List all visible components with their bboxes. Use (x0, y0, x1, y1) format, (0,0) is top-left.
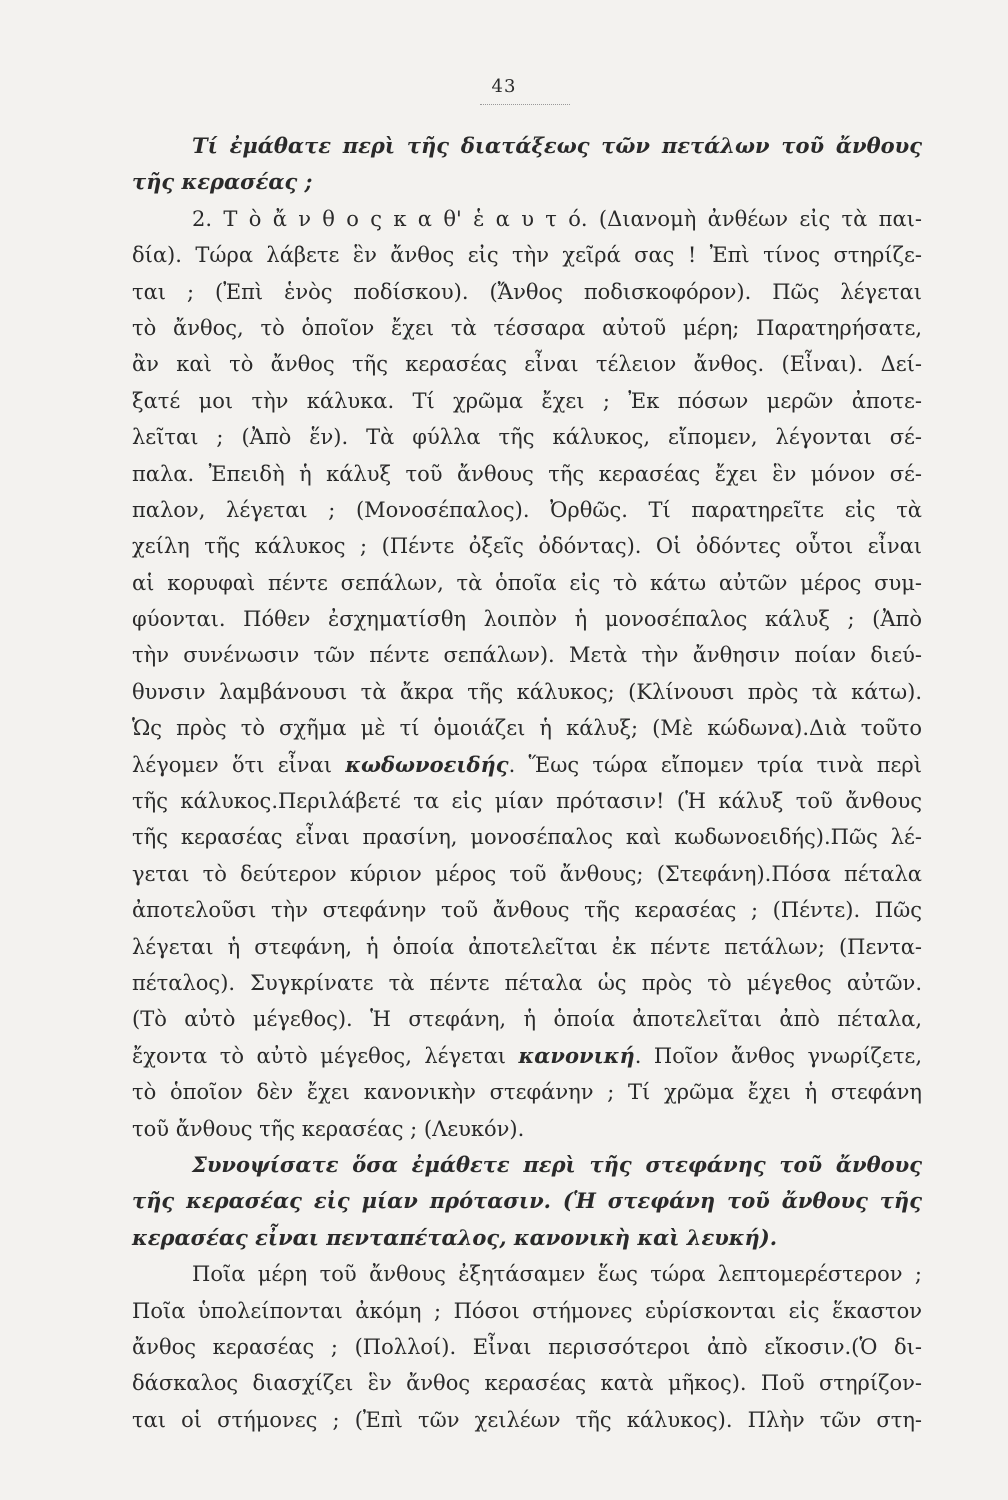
text-segment: ται οἱ στήμονες ; (Ἐπὶ τῶν χειλέων τῆς κάλυκος). Πλὴν τῶν στη- (132, 1407, 922, 1432)
text-segment: πέταλος). Συγκρίνατε τὰ πέντε πέταλα ὡς πρὸς τὸ μέγεθος αὐτῶν. (132, 970, 922, 995)
text-line (132, 1365, 922, 1401)
text-line (132, 892, 922, 928)
page-number: 43 (491, 76, 517, 97)
question-text: τῆς κερασέας ; (132, 169, 313, 195)
text-line (132, 1147, 922, 1183)
text-line (132, 1329, 922, 1365)
text-segment: παλα. Ἐπειδὴ ἡ κάλυξ τοῦ ἄνθους τῆς κερασέας ἔχει ἓν μόνον σέ- (132, 461, 922, 486)
text-line (132, 1074, 922, 1110)
text-line (132, 819, 922, 855)
text-segment: τὴν συνένωσιν τῶν πέντε σεπάλων). Μετὰ τὴν ἄνθησιν ποίαν διεύ- (132, 643, 922, 668)
text-segment: λέγεται ἡ στεφάνη, ἡ ὁποία ἀποτελεῖται ἐκ πέντε πετάλων; (Πεντα- (132, 934, 922, 959)
text-line (132, 747, 922, 783)
text-segment: δία). Τώρα λάβετε ἓν ἄνθος εἰς τὴν χεῖρά σας ! Ἐπὶ τίνος στηρίζε- (132, 243, 922, 268)
text-segment: ἂν καὶ τὸ ἄνθος τῆς κερασέας εἶναι τέλειον ἄνθος. (Εἶναι). Δεί- (132, 352, 922, 377)
text-line (132, 1183, 922, 1219)
text-line (132, 1111, 922, 1147)
text-line (132, 856, 922, 892)
text-line (132, 783, 922, 819)
text-segment: . Ἕως τώρα εἴπομεν τρία τινὰ περὶ (508, 752, 922, 777)
text-segment: φύονται. Πόθεν ἐσχηματίσθη λοιπὸν ἡ μονοσέπαλος κάλυξ ; (Ἀπὸ (132, 607, 922, 632)
emphasis-term: κανονική (518, 1042, 635, 1068)
text-line (132, 965, 922, 1001)
text-line (132, 710, 922, 746)
text-segment: τῆς κερασέας εἶναι πρασίνη, μονοσέπαλος καὶ κωδωνοειδής).Πῶς λέ- (132, 825, 922, 850)
text-segment: (Τὸ αὐτὸ μέγεθος). Ἡ στεφάνη, ἡ ὁποία ἀποτελεῖται ἀπὸ πέταλα, (132, 1007, 922, 1032)
text-segment: ξατέ μοι τὴν κάλυκα. Τί χρῶμα ἔχει ; Ἐκ πόσων μερῶν ἀποτε- (132, 388, 922, 413)
text-segment: τὸ ἄνθος, τὸ ὁποῖον ἔχει τὰ τέσσαρα αὐτοῦ μέρη; Παρατηρήσατε, (132, 315, 922, 340)
text-segment: τῆς κάλυκος.Περιλάβετέ τα εἰς μίαν πρότασιν! (Ἡ κάλυξ τοῦ ἄνθους (132, 789, 922, 814)
text-segment: δάσκαλος διασχίζει ἓν ἄνθος κερασέας κατὰ μῆκος). Ποῦ στηρίζον- (132, 1371, 922, 1396)
text-line (132, 929, 922, 965)
text-segment: τοῦ ἄνθους τῆς κερασέας ; (Λευκόν). (132, 1116, 525, 1141)
text-line (132, 383, 922, 419)
text-line (132, 346, 922, 382)
text-line (132, 164, 922, 200)
question-text: Συνοψίσατε ὅσα ἐμάθετε περὶ τῆς στεφάνης τοῦ ἄνθους (192, 1151, 922, 1177)
body-text (132, 128, 922, 1438)
text-segment: . Ποῖον ἄνθος γνωρίζετε, (634, 1043, 922, 1068)
text-line (132, 419, 922, 455)
text-line (132, 1256, 922, 1292)
text-line (132, 1293, 922, 1329)
text-segment: Ποῖα μέρη τοῦ ἄνθους ἐξητάσαμεν ἕως τώρα λεπτομερέστερον ; (192, 1262, 922, 1287)
text-line (132, 674, 922, 710)
text-line (132, 565, 922, 601)
text-segment: λεῖται ; (Ἀπὸ ἕν). Τὰ φύλλα τῆς κάλυκος, εἴπομεν, λέγονται σέ- (132, 425, 922, 450)
text-segment: θυνσιν λαμβάνουσι τὰ ἄκρα τῆς κάλυκος; (Κλίνουσι πρὸς τὰ κάτω). (132, 679, 922, 704)
text-segment: λέγομεν ὅτι εἶναι (132, 752, 346, 777)
text-segment: Ὡς πρὸς τὸ σχῆμα μὲ τί ὁμοιάζει ἡ κάλυξ; (Μὲ κώδωνα).Διὰ τοῦτο (132, 716, 922, 741)
header-rule (480, 104, 570, 105)
text-segment: παλον, λέγεται ; (Μονοσέπαλος). Ὀρθῶς. Τί παρατηρεῖτε εἰς τὰ (132, 497, 922, 522)
text-line (132, 637, 922, 673)
text-line (132, 492, 922, 528)
text-line (132, 1038, 922, 1074)
text-line (132, 456, 922, 492)
text-segment: 2. Τ ὸ ἄ ν θ ο ς κ α θ' ἑ α υ τ ό. (Διανομὴ ἀνθέων εἰς τὰ παι- (192, 206, 922, 231)
question-text: τῆς κερασέας εἰς μίαν πρότασιν. (Ἡ στεφάνη τοῦ ἄνθους τῆς (132, 1188, 922, 1214)
text-line (132, 237, 922, 273)
text-line (132, 528, 922, 564)
text-segment: χείλη τῆς κάλυκος ; (Πέντε ὀξεῖς ὀδόντας). Οἱ ὀδόντες οὗτοι εἶναι (132, 534, 922, 559)
text-line (132, 310, 922, 346)
text-segment: ἄνθος κερασέας ; (Πολλοί). Εἶναι περισσότεροι ἀπὸ εἴκοσιν.(Ὁ δι- (132, 1334, 922, 1359)
question-text: Τί ἐμάθατε περὶ τῆς διατάξεως τῶν πετάλων τοῦ ἄνθους (192, 133, 922, 158)
text-line (132, 1220, 922, 1256)
text-segment: ἔχοντα τὸ αὐτὸ μέγεθος, λέγεται (132, 1043, 519, 1068)
text-line (132, 128, 922, 164)
text-segment: ται ; (Ἐπὶ ἑνὸς ποδίσκου). (Ἄνθος ποδισκοφόρον). Πῶς λέγεται (132, 279, 922, 304)
text-line (132, 1402, 922, 1438)
question-text: κερασέας εἶναι πενταπέταλος, κανονικὴ καὶ λευκή). (132, 1224, 778, 1250)
text-segment: γεται τὸ δεύτερον κύριον μέρος τοῦ ἄνθους; (Στεφάνη).Πόσα πέταλα (132, 861, 922, 886)
text-segment: ἀποτελοῦσι τὴν στεφάνην τοῦ ἄνθους τῆς κερασέας ; (Πέντε). Πῶς (132, 898, 922, 923)
text-segment: αἱ κορυφαὶ πέντε σεπάλων, τὰ ὁποῖα εἰς τὸ κάτω αὐτῶν μέρος συμ- (132, 570, 922, 595)
text-line (132, 274, 922, 310)
text-line (132, 1001, 922, 1037)
text-line (132, 201, 922, 237)
text-segment: Ποῖα ὑπολείπονται ἀκόμη ; Πόσοι στήμονες εὑρίσκονται εἰς ἕκαστον (132, 1298, 922, 1323)
emphasis-term: κωδωνοειδής (345, 751, 509, 777)
text-segment: τὸ ὁποῖον δὲν ἔχει κανονικὴν στεφάνην ; Τί χρῶμα ἔχει ἡ στεφάνη (132, 1080, 922, 1105)
text-line (132, 601, 922, 637)
